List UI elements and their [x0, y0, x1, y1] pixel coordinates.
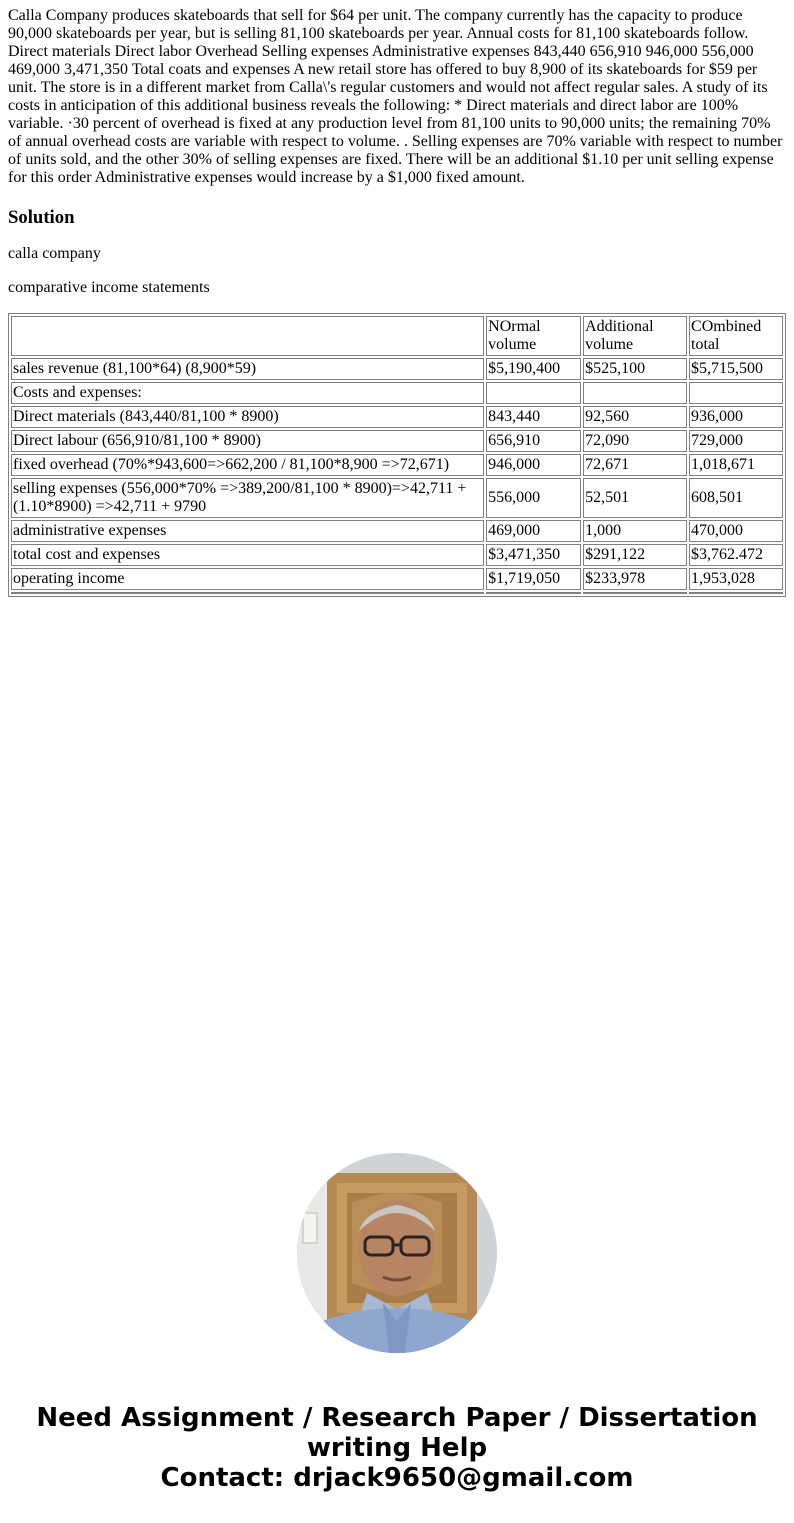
table-cell: 936,000	[689, 406, 783, 428]
table-cell: administrative expenses	[11, 520, 484, 542]
table-cell: total cost and expenses	[11, 544, 484, 566]
table-cell: 92,560	[583, 406, 687, 428]
table-row	[11, 568, 783, 590]
table-cell: 1,000	[583, 520, 687, 542]
table-cell: 72,090	[583, 430, 687, 452]
solution-heading: Solution	[8, 207, 75, 228]
table-row	[11, 358, 783, 380]
table-cell: sales revenue (81,100*64) (8,900*59)	[11, 358, 484, 380]
table-cell: operating income	[11, 568, 484, 590]
header-cell: Additional volume	[583, 316, 687, 356]
table-cell: $3,762.472	[689, 544, 783, 566]
document-body	[0, 0, 794, 597]
table-cell: 656,910	[486, 430, 581, 452]
statement-title: comparative income statements	[8, 279, 210, 296]
table-cell: 469,000	[486, 520, 581, 542]
question-text: Calla Company produces skateboards that sell for $64 per unit. The company currently has the capacity to produce 90,000 skateboards per year, but is selling 81,100 skateboards per year. Annual costs for 81,100 skateboards follow. Direct materials Direct labor Overhead Selling expenses Administrative expenses 843,440 656,910 946,000 556,000 469,000 3,471,350 Total coats and expenses A new retail store has offered to buy 8,900 of its skateboards for $59 per unit. The store is in a different market from Calla\'s regular customers and would not affect regular sales. A study of its costs in anticipation of this additional business reveals the following: * Direct materials and direct labor are 100% variable. ·30 percent of overhead is fixed at any production level from 81,100 units to 90,000 units; the remaining 70% of annual overhead costs are variable with respect to volume. . Selling expenses are 70% variable with respect to number of units sold, and the other 30% of selling expenses are fixed. There will be an additional $1.10 per unit selling expense for this order Administrative expenses would increase by a $1,000 fixed amount.	[8, 7, 783, 186]
table-cell: fixed overhead (70%*943,600=>662,200 / 81,100*8,900 =>72,671)	[11, 454, 484, 476]
table-cell: $5,190,400	[486, 358, 581, 380]
table-cell: $1,719,050	[486, 568, 581, 590]
table-cell: 1,953,028	[689, 568, 783, 590]
table-row	[11, 454, 783, 476]
table-cell: $233,978	[583, 568, 687, 590]
header-cell: NOrmal volume	[486, 316, 581, 356]
table-cell: $5,715,500	[689, 358, 783, 380]
promo-contact: Contact: drjack9650@gmail.com	[160, 1463, 634, 1493]
table-cell	[689, 382, 783, 404]
author-portrait-image	[297, 1153, 497, 1353]
table-cell	[583, 382, 687, 404]
header-cell: COmbined total	[689, 316, 783, 356]
author-avatar	[297, 1153, 497, 1353]
header-cell	[11, 316, 484, 356]
table-cell: 729,000	[689, 430, 783, 452]
table-row	[11, 478, 783, 518]
table-cell	[486, 592, 581, 594]
table-cell: Direct labour (656,910/81,100 * 8900)	[11, 430, 484, 452]
table-cell: 72,671	[583, 454, 687, 476]
table-cell: 843,440	[486, 406, 581, 428]
table-cell: Costs and expenses:	[11, 382, 484, 404]
table-cell: 52,501	[583, 478, 687, 518]
table-cell	[11, 592, 484, 594]
company-name: calla company	[8, 245, 101, 262]
income-statement-table	[8, 313, 786, 597]
table-cell: 1,018,671	[689, 454, 783, 476]
table-cell: Direct materials (843,440/81,100 * 8900)	[11, 406, 484, 428]
table-cell: 470,000	[689, 520, 783, 542]
table-row	[11, 406, 783, 428]
table-row	[11, 520, 783, 542]
promo-line: Need Assignment / Research Paper / Dissertation	[36, 1403, 758, 1433]
table-cell	[486, 382, 581, 404]
promo-banner	[0, 1403, 794, 1493]
table-cell: selling expenses (556,000*70% =>389,200/81,100 * 8900)=>42,711 + (1.10*8900) =>42,711 + 9790	[11, 478, 484, 518]
table-cell: 556,000	[486, 478, 581, 518]
table-row	[11, 430, 783, 452]
table-header-row	[11, 316, 783, 356]
promo-line: writing Help	[306, 1433, 488, 1463]
table-cell: $525,100	[583, 358, 687, 380]
table-cell: 946,000	[486, 454, 581, 476]
table-cell: $3,471,350	[486, 544, 581, 566]
table-cell	[583, 592, 687, 594]
table-spacer-row	[11, 592, 783, 594]
table-row	[11, 382, 783, 404]
table-cell	[689, 592, 783, 594]
table-cell: $291,122	[583, 544, 687, 566]
table-cell: 608,501	[689, 478, 783, 518]
table-row	[11, 544, 783, 566]
